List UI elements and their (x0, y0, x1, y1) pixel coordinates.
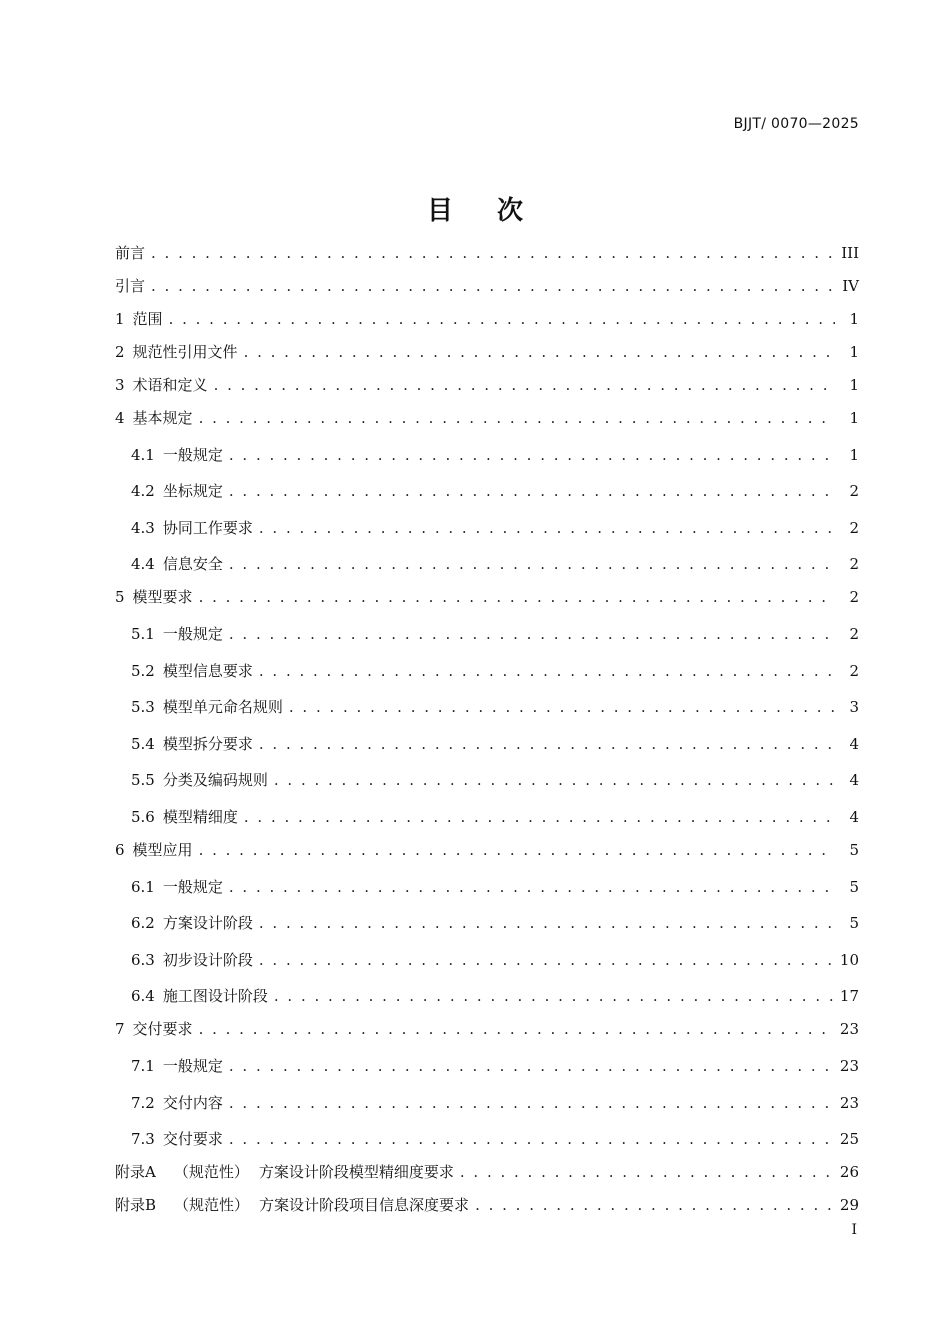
toc-page-number: 23 (839, 1020, 859, 1039)
toc-page-number: 25 (839, 1130, 859, 1149)
toc-entry-label: 模型拆分要求 (162, 734, 253, 753)
toc-leader-dots (199, 840, 835, 860)
toc-entry-label: 方案设计阶段项目信息深度要求 (259, 1196, 470, 1215)
toc-entry-number: 5 (115, 588, 125, 607)
toc-entry-label: 协同工作要求 (162, 518, 253, 537)
toc-leader-dots (460, 1162, 834, 1182)
toc-entry-label: 坐标规定 (162, 482, 223, 501)
toc-entry-number: 5.2 (131, 661, 155, 680)
toc-entry-6[interactable] (115, 827, 859, 860)
toc-entry-number: 7.1 (131, 1056, 155, 1075)
toc-entry-5-3[interactable] (115, 681, 859, 718)
toc-leader-dots (259, 734, 835, 754)
toc-leader-dots (229, 445, 835, 465)
toc-entry-6-3[interactable] (115, 933, 859, 970)
toc-entry-5-2[interactable] (115, 644, 859, 681)
toc-page-number: 1 (849, 376, 859, 394)
toc-entry-label: 模型信息要求 (162, 661, 253, 680)
toc-entry-number: 6 (115, 840, 125, 859)
toc-entry-number: 5.4 (131, 734, 155, 753)
toc-entry-number: 4.1 (131, 445, 155, 464)
toc-entry-label: 方案设计阶段模型精细度要求 (258, 1163, 454, 1182)
toc-annex-type: （规范性） (173, 1163, 249, 1182)
toc-entry-label: 交付要求 (162, 1130, 223, 1149)
toc-entry-label: 初步设计阶段 (162, 950, 253, 969)
toc-page-number: 5 (849, 914, 859, 933)
toc-page-number: 2 (849, 661, 859, 680)
toc-entry-number: 6.1 (131, 877, 155, 896)
toc-page-number: 2 (849, 588, 859, 607)
toc-entry-number: 5.1 (131, 624, 155, 643)
toc-entry-3[interactable] (115, 362, 859, 395)
toc-entry-label: 一般规定 (162, 624, 223, 643)
toc-entry-number: 6.3 (131, 950, 155, 969)
toc-page-number: III (841, 244, 859, 262)
toc-entry-number: 4.3 (131, 518, 155, 537)
toc-entry-2[interactable] (115, 329, 859, 362)
toc-entry-4-3[interactable] (115, 501, 859, 538)
toc-page-number: 2 (849, 555, 859, 574)
toc-page-number: 23 (839, 1093, 859, 1112)
toc-entry-number: 4.4 (131, 555, 155, 574)
toc-entry-label: 一般规定 (162, 1056, 223, 1075)
toc-entry-6-1[interactable] (115, 860, 859, 897)
toc-entry-number: 5.5 (131, 771, 155, 790)
toc-entry-label: 一般规定 (162, 445, 223, 464)
page-number: I (851, 1222, 857, 1238)
toc-entry-label: 术语和定义 (132, 376, 208, 394)
toc-page-number: 1 (849, 445, 859, 464)
toc-entry-5-5[interactable] (115, 754, 859, 791)
toc-leader-dots (475, 1195, 834, 1215)
toc-entry-label: 交付内容 (162, 1093, 223, 1112)
toc-leader-dots (229, 1056, 834, 1076)
toc-entry-number: 7 (115, 1020, 125, 1039)
toc-entry-introduction[interactable] (115, 263, 859, 296)
toc-page-number: 2 (849, 482, 859, 501)
toc-entry-label: 基本规定 (132, 409, 193, 427)
toc-leader-dots (229, 481, 835, 501)
toc-entry-number: 2 (115, 343, 125, 361)
toc-page-number: 5 (849, 840, 859, 859)
toc-leader-dots (289, 697, 835, 717)
toc-entry-foreword[interactable] (115, 230, 859, 263)
toc-entry-4-1[interactable] (115, 428, 859, 465)
toc-leader-dots (244, 807, 835, 827)
toc-leader-dots (259, 661, 835, 681)
toc-entry-number: 7.3 (131, 1130, 155, 1149)
toc-entry-5-6[interactable] (115, 790, 859, 827)
toc-page-number: 4 (849, 771, 859, 790)
page-title: 目次 (426, 196, 567, 226)
toc-entry-annex-b[interactable] (115, 1182, 859, 1215)
toc-page-number: 4 (849, 807, 859, 826)
toc-entry-label: 施工图设计阶段 (162, 987, 268, 1006)
toc-entry-label: 方案设计阶段 (162, 914, 253, 933)
toc-leader-dots (229, 1093, 834, 1113)
toc-entry-4-2[interactable] (115, 465, 859, 502)
toc-entry-number: 4.2 (131, 482, 155, 501)
toc-entry-label: 范围 (132, 310, 163, 328)
toc-leader-dots (169, 309, 835, 329)
toc-page-number: 1 (849, 409, 859, 427)
toc-entry-number: 5.6 (131, 807, 155, 826)
toc-page-number: 23 (839, 1056, 859, 1075)
toc-page-number: 2 (849, 624, 859, 643)
toc-leader-dots (199, 1019, 834, 1039)
toc-leader-dots (259, 913, 835, 933)
toc-entry-4[interactable] (115, 395, 859, 428)
toc-entry-6-4[interactable] (115, 970, 859, 1007)
toc-leader-dots (259, 950, 834, 970)
toc-leader-dots (229, 554, 835, 574)
toc-entry-label: 前言 (115, 244, 146, 262)
toc-leader-dots (151, 276, 835, 296)
toc-page-number: 1 (849, 343, 859, 361)
toc-entry-5-4[interactable] (115, 717, 859, 754)
toc-annex-id: 附录A (115, 1163, 156, 1182)
toc-entry-label: 模型要求 (132, 588, 193, 607)
toc-page-number: 17 (839, 987, 859, 1006)
toc-leader-dots (151, 243, 835, 263)
toc-entry-label: 信息安全 (162, 555, 223, 574)
toc-entry-label: 引言 (115, 277, 146, 295)
toc-entry-1[interactable] (115, 296, 859, 329)
toc-page-number: 4 (849, 734, 859, 753)
toc-entry-7[interactable] (115, 1006, 859, 1039)
table-of-contents (115, 230, 859, 1215)
toc-entry-label: 模型应用 (132, 840, 193, 859)
toc-annex-id: 附录B (115, 1196, 157, 1215)
toc-leader-dots (274, 770, 835, 790)
toc-page-number: 1 (849, 310, 859, 328)
toc-entry-7-2[interactable] (115, 1076, 859, 1113)
toc-entry-label: 模型精细度 (162, 807, 238, 826)
toc-entry-label: 交付要求 (132, 1020, 193, 1039)
toc-entry-7-1[interactable] (115, 1039, 859, 1076)
toc-entry-label: 模型单元命名规则 (162, 698, 283, 717)
toc-entry-label: 分类及编码规则 (162, 771, 268, 790)
toc-entry-number: 5.3 (131, 698, 155, 717)
toc-entry-number: 6.4 (131, 987, 155, 1006)
toc-entry-7-3[interactable] (115, 1113, 859, 1150)
toc-entry-6-2[interactable] (115, 897, 859, 934)
toc-leader-dots (214, 375, 835, 395)
toc-entry-label: 一般规定 (162, 877, 223, 896)
toc-entry-number: 6.2 (131, 914, 155, 933)
toc-page-number: 26 (839, 1163, 859, 1182)
toc-leader-dots (259, 518, 835, 538)
toc-annex-type: （规范性） (174, 1196, 250, 1215)
toc-page-number: 2 (849, 518, 859, 537)
document-code: BJJT/ 0070—2025 (733, 116, 859, 132)
toc-entry-5[interactable] (115, 574, 859, 607)
toc-entry-number: 7.2 (131, 1093, 155, 1112)
toc-leader-dots (274, 986, 834, 1006)
toc-entry-number: 3 (115, 376, 125, 394)
toc-entry-number: 1 (115, 310, 125, 328)
toc-leader-dots (199, 408, 835, 428)
toc-entry-label: 规范性引用文件 (132, 343, 238, 361)
toc-entry-number: 4 (115, 409, 125, 427)
toc-page-number: IV (842, 277, 859, 295)
toc-leader-dots (229, 624, 835, 644)
toc-entry-annex-a[interactable] (115, 1149, 859, 1182)
toc-entry-5-1[interactable] (115, 607, 859, 644)
toc-leader-dots (199, 587, 835, 607)
toc-leader-dots (229, 877, 835, 897)
toc-entry-4-4[interactable] (115, 538, 859, 575)
toc-page-number: 29 (839, 1196, 859, 1215)
toc-leader-dots (229, 1129, 834, 1149)
toc-leader-dots (244, 342, 835, 362)
toc-page-number: 10 (839, 950, 859, 969)
toc-page-number: 3 (849, 698, 859, 717)
toc-page-number: 5 (849, 877, 859, 896)
